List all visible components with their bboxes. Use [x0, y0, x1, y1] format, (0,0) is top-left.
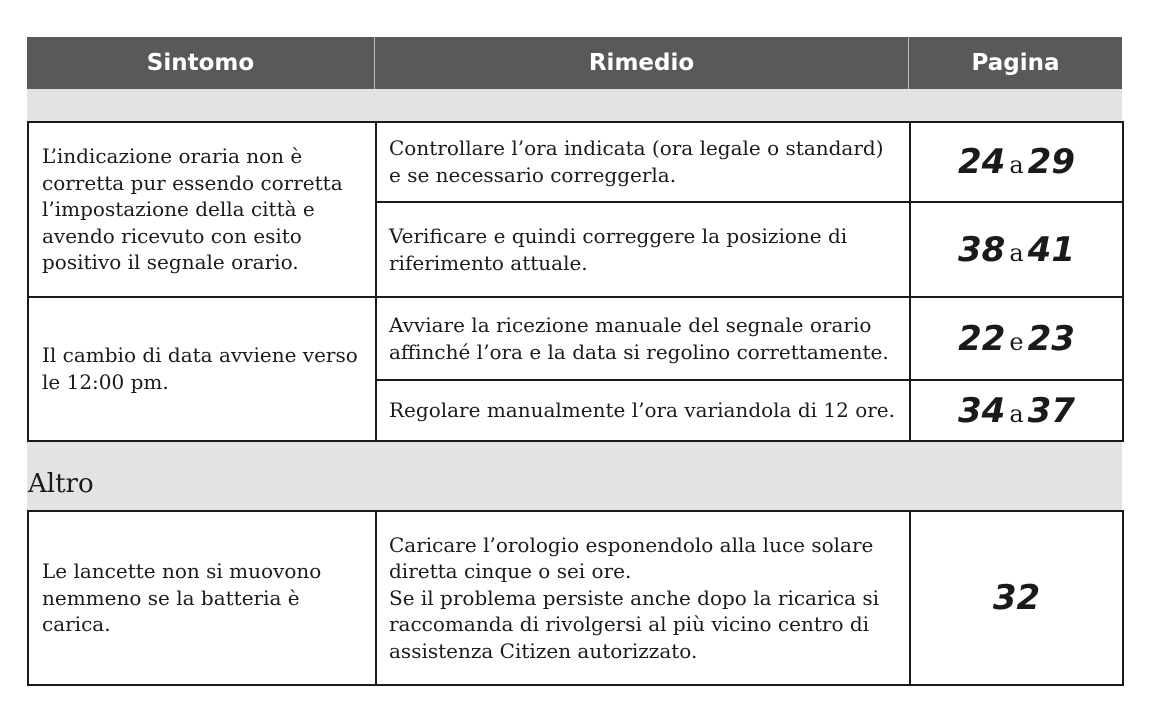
page-connector: e: [1009, 327, 1024, 356]
page-number: 24: [958, 142, 1006, 182]
remedy-text-line: Se il problema persiste anche dopo la ricarica si raccomanda di rivolgersi al più vicino centro di assistenza Citizen autorizzato.: [389, 585, 880, 663]
table-row: [28, 297, 1123, 380]
page-number: 29: [1027, 142, 1075, 182]
page-number: 32: [992, 578, 1041, 618]
page-connector: a: [1009, 151, 1024, 179]
page-number: 23: [1027, 318, 1075, 359]
page-number: 34: [958, 390, 1006, 431]
symptom-cell: L’indicazione oraria non è corretta pur essendo corretta l’impostazione della città e avendo ricevuto con esito positivo il segnale orario.: [28, 122, 376, 297]
table-header: [27, 37, 1122, 89]
page-number: 38: [958, 229, 1006, 270]
symptom-cell: Il cambio di data avviene verso le 12:00 pm.: [28, 297, 376, 441]
header-remedy: Rimedio: [375, 37, 909, 89]
page-ref-cell: [910, 122, 1123, 202]
page-connector: a: [1009, 399, 1024, 428]
page-number: 37: [1027, 390, 1075, 431]
section-spacer-band: [27, 89, 1122, 121]
page-ref-cell: [910, 297, 1123, 380]
remedy-cell: Controllare l’ora indicata (ora legale o standard) e se necessario correggerla.: [376, 122, 910, 202]
symptom-cell: Le lancette non si muovono nemmeno se la batteria è carica.: [28, 511, 376, 685]
page-number: 22: [958, 318, 1006, 359]
section-title-other: Altro: [28, 469, 94, 499]
troubleshooting-table-other: [27, 510, 1124, 686]
header-page: Pagina: [971, 50, 1060, 76]
remedy-cell: Avviare la ricezione manuale del segnale orario affinché l’ora e la data si regolino correttamente.: [376, 297, 910, 380]
remedy-cell: Verificare e quindi correggere la posizione di riferimento attuale.: [376, 202, 910, 297]
remedy-cell: Regolare manualmente l’ora variandola di 12 ore.: [376, 380, 910, 441]
page-ref-cell: [910, 202, 1123, 297]
table-row: [28, 122, 1123, 202]
header-symptom: Sintomo: [27, 37, 375, 89]
remedy-cell: [376, 511, 910, 685]
table-row: [28, 511, 1123, 685]
remedy-text-line: Caricare l’orologio esponendolo alla luce solare diretta cinque o sei ore.: [389, 532, 874, 584]
page-ref-cell: [910, 511, 1123, 685]
page-connector: a: [1009, 238, 1024, 267]
troubleshooting-table: [27, 121, 1124, 442]
page-ref-cell: [910, 380, 1123, 441]
troubleshooting-sheet: [27, 37, 1122, 686]
section-header-band: [27, 442, 1122, 510]
page-number: 41: [1027, 229, 1075, 270]
